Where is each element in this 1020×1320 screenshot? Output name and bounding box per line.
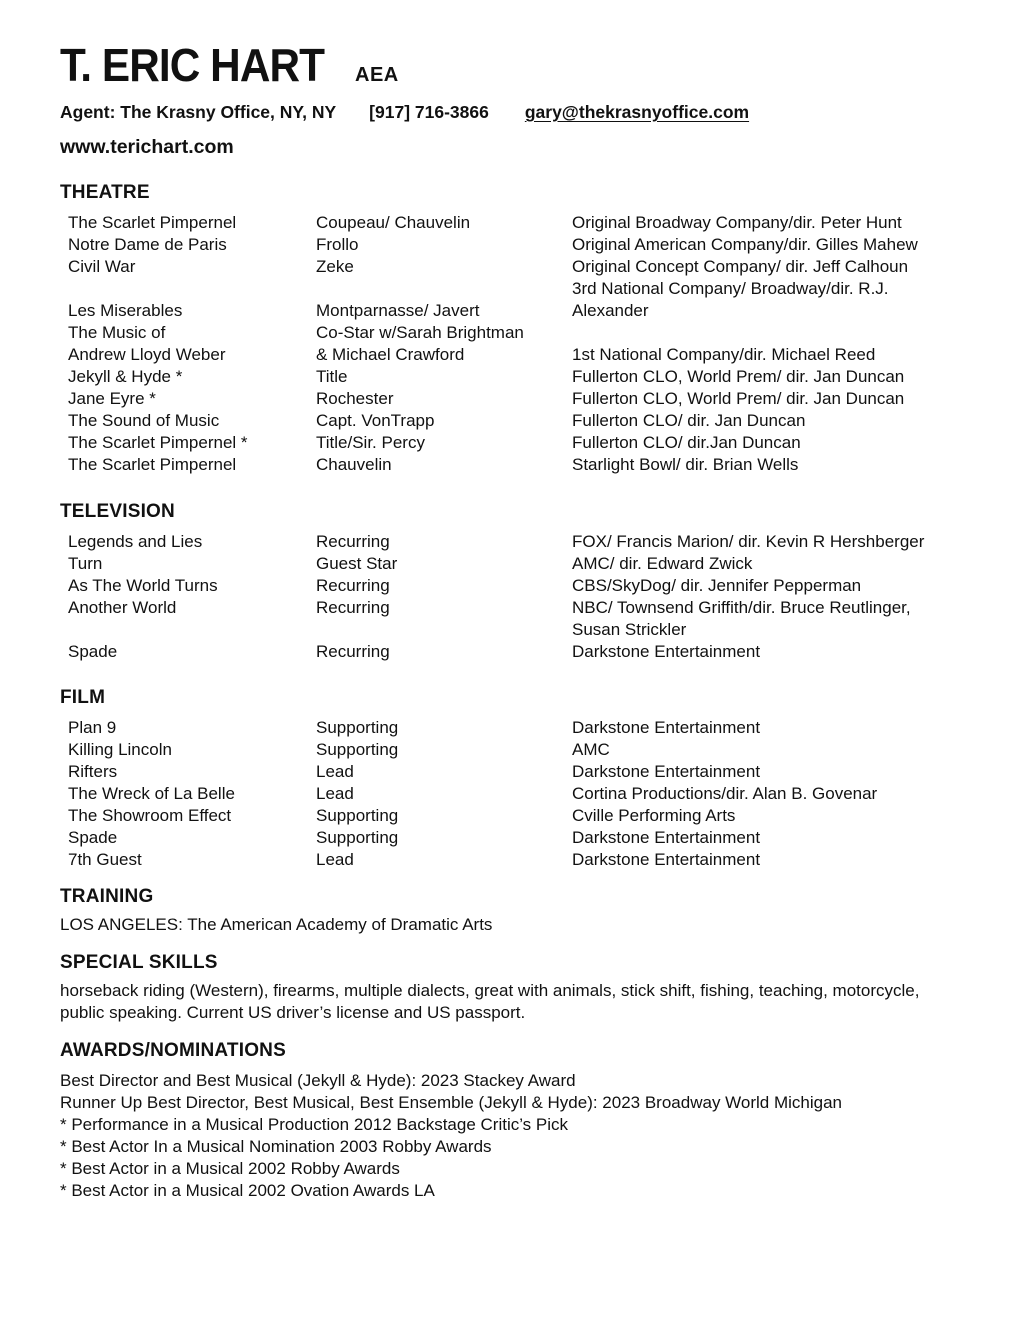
table-row (68, 278, 980, 300)
company-cell: NBC/ Townsend Griffith/dir. Bruce Reutlinger, (572, 598, 911, 617)
awards-list (60, 1070, 980, 1202)
film-table (60, 717, 980, 871)
production-cell: Spade (68, 828, 118, 847)
company-cell: Original Broadway Company/dir. Peter Hunt (572, 213, 902, 232)
table-row (68, 553, 980, 575)
company-cell: Fullerton CLO/ dir. Jan Duncan (572, 411, 806, 430)
section-heading-film: FILM (60, 687, 106, 708)
table-row (68, 597, 980, 619)
role-cell: Lead (316, 784, 354, 803)
award-line: * Performance in a Musical Production 2012 Backstage Critic’s Pick (60, 1115, 569, 1134)
section-heading-special-skills: SPECIAL SKILLS (60, 952, 218, 973)
production-cell: The Scarlet Pimpernel (68, 455, 237, 474)
role-cell (316, 619, 572, 641)
company-cell: 1st National Company/dir. Michael Reed (572, 345, 876, 364)
company-cell: Cville Performing Arts (572, 806, 736, 825)
table-row (68, 366, 980, 388)
production-cell: Notre Dame de Paris (68, 235, 227, 254)
company-cell: Original Concept Company/ dir. Jeff Calhoun (572, 257, 909, 276)
role-cell: Guest Star (316, 554, 398, 573)
table-row (68, 531, 980, 553)
award-line: Runner Up Best Director, Best Musical, Best Ensemble (Jekyll & Hyde): 2023 Broadway World Michigan (60, 1093, 843, 1112)
role-cell: Capt. VonTrapp (316, 411, 435, 430)
role-cell: Frollo (316, 235, 359, 254)
phone-number: [917] 716-3866 (369, 102, 489, 122)
company-cell (572, 322, 980, 344)
role-cell: & Michael Crawford (316, 345, 465, 364)
table-row (68, 344, 980, 366)
production-cell: Spade (68, 642, 118, 661)
role-cell: Coupeau/ Chauvelin (316, 213, 471, 232)
company-cell: CBS/SkyDog/ dir. Jennifer Pepperman (572, 576, 862, 595)
company-cell: Fullerton CLO, World Prem/ dir. Jan Duncan (572, 389, 905, 408)
contact-line (60, 102, 980, 123)
section-heading-awards: AWARDS/NOMINATIONS (60, 1040, 286, 1061)
production-cell: Jekyll & Hyde * (68, 367, 183, 386)
company-cell: Starlight Bowl/ dir. Brian Wells (572, 455, 799, 474)
production-cell: Les Miserables (68, 301, 183, 320)
role-cell: Supporting (316, 740, 399, 759)
award-line: * Best Actor in a Musical 2002 Ovation Awards LA (60, 1181, 435, 1200)
table-row (68, 432, 980, 454)
table-row (68, 827, 980, 849)
production-cell: The Sound of Music (68, 411, 220, 430)
role-cell: Supporting (316, 828, 399, 847)
production-cell: As The World Turns (68, 576, 218, 595)
union-affiliation: AEA (355, 64, 399, 86)
table-row (68, 717, 980, 739)
role-cell: Title/Sir. Percy (316, 433, 425, 452)
table-row (68, 619, 980, 641)
role-cell: Montparnasse/ Javert (316, 301, 480, 320)
company-cell: Darkstone Entertainment (572, 850, 761, 869)
production-cell: The Scarlet Pimpernel * (68, 433, 248, 452)
table-row (68, 641, 980, 663)
email-link[interactable]: gary@thekrasnyoffice.com (524, 102, 750, 122)
website-url: www.terichart.com (60, 136, 234, 158)
table-row (68, 212, 980, 234)
table-row (68, 575, 980, 597)
company-cell: Cortina Productions/dir. Alan B. Govenar (572, 784, 878, 803)
company-cell: AMC/ dir. Edward Zwick (572, 554, 753, 573)
company-cell: AMC (572, 740, 610, 759)
company-cell: Darkstone Entertainment (572, 642, 761, 661)
section-heading-television: TELEVISION (60, 501, 175, 522)
production-cell: Plan 9 (68, 718, 117, 737)
table-row (68, 410, 980, 432)
actor-name: T. ERIC HART (60, 39, 325, 91)
production-cell: The Scarlet Pimpernel (68, 213, 237, 232)
award-line: * Best Actor in a Musical 2002 Robby Awards (60, 1159, 400, 1178)
role-cell: Recurring (316, 642, 390, 661)
role-cell: Supporting (316, 718, 399, 737)
table-row (68, 300, 980, 322)
role-cell: Recurring (316, 598, 390, 617)
company-cell: 3rd National Company/ Broadway/dir. R.J. (572, 279, 889, 298)
role-cell (316, 278, 572, 300)
table-row (68, 256, 980, 278)
company-cell: Darkstone Entertainment (572, 828, 761, 847)
training-text: LOS ANGELES: The American Academy of Dramatic Arts (60, 915, 493, 934)
table-row (68, 454, 980, 476)
role-cell: Recurring (316, 576, 390, 595)
agent-name: Agent: The Krasny Office, NY, NY (60, 102, 337, 122)
table-row (68, 739, 980, 761)
company-cell: FOX/ Francis Marion/ dir. Kevin R Hershberger (572, 532, 925, 551)
production-cell (68, 619, 316, 641)
production-cell: The Wreck of La Belle (68, 784, 235, 803)
production-cell: The Music of (68, 323, 166, 342)
header (60, 38, 980, 92)
role-cell: Supporting (316, 806, 399, 825)
role-cell: Co-Star w/Sarah Brightman (316, 323, 524, 342)
production-cell: Rifters (68, 762, 118, 781)
production-cell: The Showroom Effect (68, 806, 232, 825)
production-cell: Turn (68, 554, 103, 573)
special-skills-text: horseback riding (Western), firearms, multiple dialects, great with animals, stick shift, fishing, teaching, motorcycle, public speaking. Current US driver’s license and US passport. (60, 981, 920, 1022)
table-row (68, 805, 980, 827)
role-cell: Lead (316, 762, 354, 781)
production-cell: Jane Eyre * (68, 389, 156, 408)
role-cell: Lead (316, 850, 354, 869)
section-heading-theatre: THEATRE (60, 182, 150, 203)
award-line: Best Director and Best Musical (Jekyll & Hyde): 2023 Stackey Award (60, 1071, 576, 1090)
role-cell: Zeke (316, 257, 354, 276)
company-cell: Susan Strickler (572, 620, 687, 639)
role-cell: Chauvelin (316, 455, 392, 474)
role-cell: Rochester (316, 389, 394, 408)
production-cell: Legends and Lies (68, 532, 203, 551)
table-row (68, 783, 980, 805)
production-cell: Andrew Lloyd Weber (68, 345, 226, 364)
company-cell: Alexander (572, 301, 649, 320)
table-row (68, 322, 980, 344)
table-row (68, 761, 980, 783)
company-cell: Darkstone Entertainment (572, 718, 761, 737)
company-cell: Darkstone Entertainment (572, 762, 761, 781)
table-row (68, 849, 980, 871)
award-line: * Best Actor In a Musical Nomination 2003 Robby Awards (60, 1137, 492, 1156)
production-cell: 7th Guest (68, 850, 142, 869)
production-cell: Killing Lincoln (68, 740, 172, 759)
role-cell: Title (316, 367, 348, 386)
section-heading-training: TRAINING (60, 886, 154, 907)
production-cell: Civil War (68, 257, 136, 276)
theatre-table (60, 212, 980, 476)
production-cell: Another World (68, 598, 177, 617)
role-cell: Recurring (316, 532, 390, 551)
company-cell: Fullerton CLO, World Prem/ dir. Jan Duncan (572, 367, 905, 386)
table-row (68, 388, 980, 410)
company-cell: Original American Company/dir. Gilles Mahew (572, 235, 918, 254)
television-table (60, 531, 980, 663)
production-cell (68, 278, 316, 300)
company-cell: Fullerton CLO/ dir.Jan Duncan (572, 433, 801, 452)
table-row (68, 234, 980, 256)
